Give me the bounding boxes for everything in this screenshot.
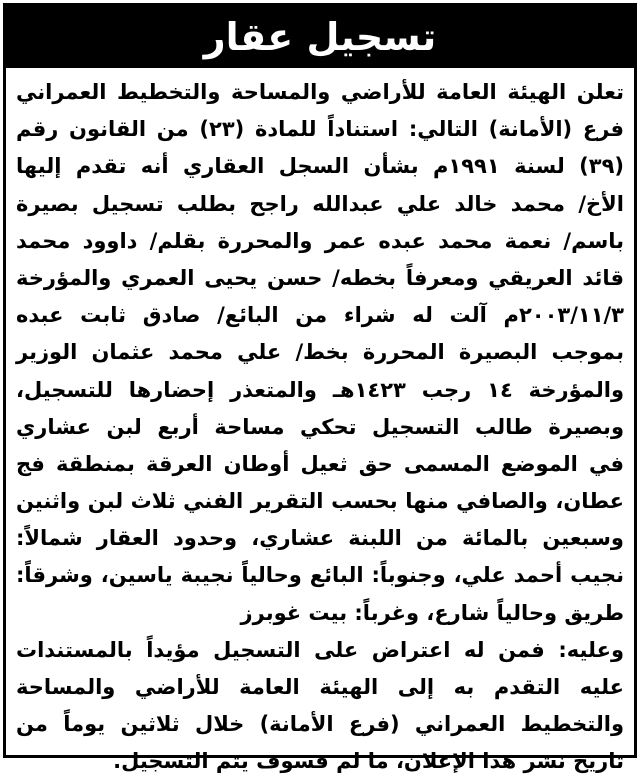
notice-line: والمؤرخة ١٤ رجب ١٤٢٣هـ والمتعذر إحضارها للتسجيل، bbox=[16, 377, 625, 402]
notice-line: الأخ/ محمد خالد علي عبدالله راجح بطلب تسجيل بصيرة bbox=[16, 191, 624, 216]
notice-line: وبصيرة طالب التسجيل تحكي مساحة أربع لبن عشاري bbox=[16, 414, 624, 439]
notice-line: وعليه: فمن له اعتراض على التسجيل مؤيداً بالمستندات bbox=[16, 637, 624, 662]
notice-line: طريق وحالياً شارع، وغرباً: بيت غوبرز bbox=[240, 600, 624, 625]
notice-line: قائد العريقي ومعرفاً بخطه/ حسن يحيى العمري والمؤرخة bbox=[16, 265, 624, 290]
notice-title: تسجيل عقار bbox=[6, 6, 634, 68]
notice-line: تعلن الهيئة العامة للأراضي والمساحة والتخطيط العمراني bbox=[16, 80, 624, 104]
notice-line: تاريخ نشر هذا الإعلان، ما لم فسوف يتم التسجيل. bbox=[113, 749, 624, 774]
notice-line: فرع (الأمانة) التالي: استناداً للمادة (٢٣) من القانون رقم bbox=[16, 117, 625, 142]
notice-line: باسم/ نعمة محمد عبده عمر والمحررة بقلم/ داوود محمد bbox=[16, 228, 624, 253]
notice-line: نجيب أحمد علي، وجنوباً: البائع وحالياً نجيبة ياسين، وشرقاً: bbox=[16, 563, 624, 588]
notice-line: والتخطيط العمراني (فرع الأمانة) خلال ثلاثين يوماً من bbox=[16, 712, 624, 737]
notice-line: ٢٠٠٣/١١/٣م آلت له شراء من البائع/ صادق ثابت عبده bbox=[16, 303, 624, 328]
notice-line: وسبعين بالمائة من اللبنة عشاري، وحدود العقار شمالاً: bbox=[16, 526, 624, 551]
notice-body bbox=[16, 74, 624, 781]
notice-box bbox=[3, 3, 637, 774]
notice-line: بموجب البصيرة المحررة بخط/ علي محمد عثمان الوزير bbox=[16, 340, 624, 365]
notice-line: (٣٩) لسنة ١٩٩١م بشأن السجل العقاري أنه تقدم إليها bbox=[16, 154, 624, 179]
notice-line: عليه التقدم به إلى الهيئة العامة للأراضي والمساحة bbox=[16, 675, 624, 699]
notice-line: عطان، والصافي منها بحسب التقرير الفني ثلاث لبن واثنين bbox=[16, 489, 624, 514]
notice-line: في الموضع المسمى حق ثعيل أوطان العرقة بمنطقة فج bbox=[16, 451, 624, 476]
